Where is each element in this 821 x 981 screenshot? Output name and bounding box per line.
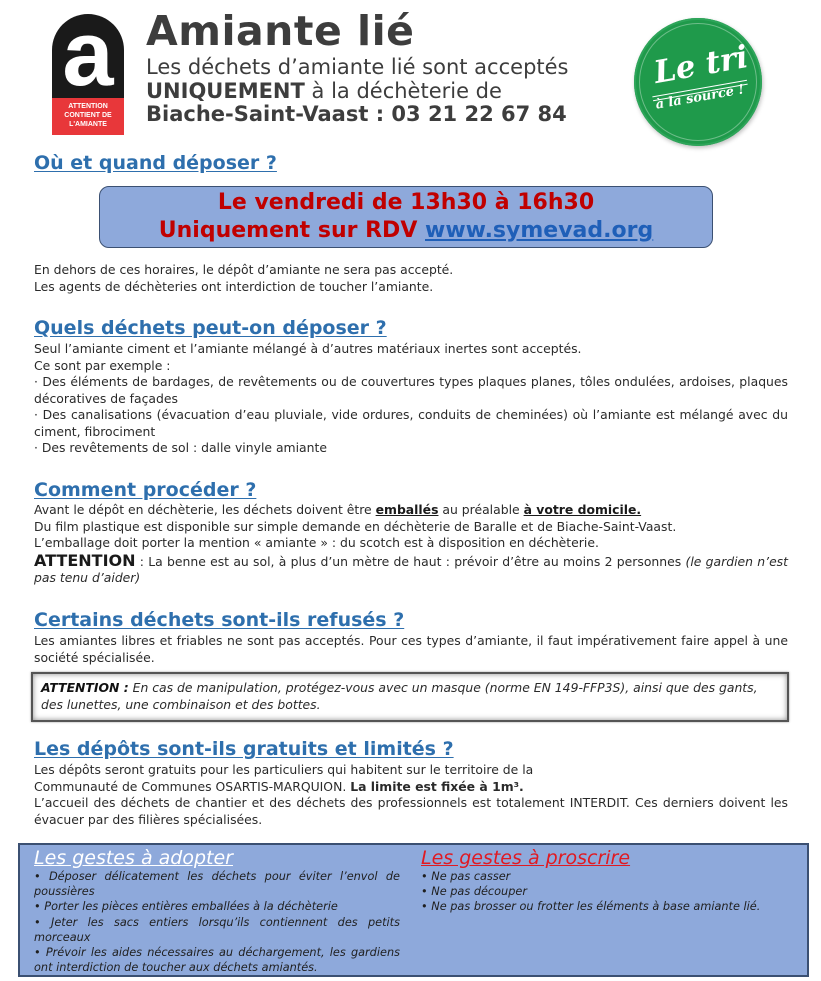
header-location-phone: Biache-Saint-Vaast : 03 21 22 67 84: [146, 102, 567, 126]
logo-band-line: L'AMIANTE: [69, 121, 107, 128]
warning-label: ATTENTION :: [41, 680, 129, 695]
logo-warning-band: [52, 98, 124, 135]
where-when-notes: [34, 262, 788, 295]
how-to-line1: [34, 502, 788, 519]
header-subtitle-line2: [146, 79, 502, 103]
gestes-adopt-item: • Jeter les sacs entiers lorsqu’ils contiennent des petits morceaux: [34, 915, 400, 944]
text-span: au préalable: [438, 502, 524, 517]
refused-text: Les amiantes libres et friables ne sont pas acceptés. Pour ces types d’amiante, il faut impérativement faire appel à une société spécialisée.: [34, 633, 788, 665]
page-title: Amiante lié: [146, 7, 415, 55]
schedule-days-hours: Le vendredi de 13h30 à 16h30: [217, 190, 595, 215]
warning-text: En cas de manipulation, protégez-vous avec un masque (norme EN 149-FFP3S), ainsi que des gants, des lunettes, une combinaison et des bottes.: [41, 680, 758, 712]
emphasis-emballes: emballés: [375, 502, 439, 517]
heading-how-to: Comment procéder ?: [34, 479, 257, 501]
schedule-rdv-text: Uniquement sur RDV: [158, 218, 425, 243]
how-to-line3: L’emballage doit porter la mention « amiante » : du scotch est à disposition en déchèterie.: [34, 535, 599, 550]
example-item: · Des canalisations (évacuation d’eau pluviale, vide ordures, conduits de cheminées) où l’amiante est mélangé avec du ciment, fibrociment: [34, 407, 788, 439]
logo-band-line: ATTENTION: [68, 103, 108, 110]
note-line: En dehors de ces horaires, le dépôt d’amiante ne sera pas accepté.: [34, 262, 454, 277]
attention-text: : La benne est au sol, à plus d’un mètre de haut : prévoir d’être au moins 2 personnes: [135, 553, 686, 569]
le-tri-badge: [634, 18, 762, 146]
header-line2-rest: à la déchèterie de: [304, 79, 502, 103]
text-span: Avant le dépôt en déchèterie, les déchets doivent être: [34, 502, 376, 517]
free-limits-p2: L’accueil des déchets de chantier et des déchets des professionnels est totalement INTERDIT. Ces derniers doivent les évacuer par des filières spécialisées.: [34, 795, 788, 827]
emphasis-domicile: à votre domicile.: [523, 502, 642, 517]
schedule-appointment: [100, 217, 712, 245]
gestes-adopt-item: • Porter les pièces entières emballées à la déchèterie: [34, 900, 338, 914]
attention-label: ATTENTION: [34, 550, 136, 570]
gestes-proscribe-item: • Ne pas découper: [421, 885, 527, 899]
heading-refused: Certains déchets sont-ils refusés ?: [34, 609, 405, 631]
logo-letter: a: [62, 14, 114, 98]
gestes-proscribe-column: [421, 847, 791, 915]
badge-subtitle: à la source !: [654, 82, 746, 113]
protection-warning-box: [31, 672, 789, 722]
asbestos-warning-logo: [52, 14, 124, 128]
gestes-adopt-item: • Déposer délicatement les déchets pour éviter l’envol de poussières: [34, 870, 400, 899]
schedule-box: [99, 186, 713, 248]
how-to-line2: Du film plastique est disponible sur simple demande en déchèterie de Baralle et de Biache-Saint-Vaast.: [34, 518, 677, 534]
limit-emphasis: La limite est fixée à 1m³.: [350, 778, 524, 794]
logo-arch: [52, 14, 124, 98]
header-subtitle-line1: Les déchets d’amiante lié sont acceptés: [146, 55, 569, 79]
text-span: Communauté de Communes OSARTIS-MARQUION.: [34, 778, 351, 794]
symevad-link[interactable]: www.symevad.org: [425, 218, 654, 243]
logo-band-line: CONTIENT DE: [64, 112, 112, 119]
gestes-adopt-item: • Prévoir les aides nécessaires au déchargement, les gardiens ont interdiction de toucher aux déchets amiantés.: [34, 946, 400, 975]
example-item: · Des revêtements de sol : dalle vinyle amiante: [34, 440, 327, 455]
how-to-attention: [34, 550, 788, 587]
which-waste-intro: Seul l’amiante ciment et l’amiante mélangé à d’autres matériaux inertes sont acceptés.: [34, 341, 582, 356]
gestes-proscribe-item: • Ne pas casser: [421, 870, 511, 883]
note-line: Les agents de déchèteries ont interdiction de toucher l’amiante.: [34, 278, 434, 294]
how-to-body: [34, 502, 788, 587]
examples-label: Ce sont par exemple :: [34, 357, 171, 373]
heading-where-when: Où et quand déposer ?: [34, 152, 277, 174]
free-limits-line1: Les dépôts seront gratuits pour les particuliers qui habitent sur le territoire de la: [34, 762, 534, 777]
gestes-proscribe-item: • Ne pas brosser ou frotter les éléments à base amiante lié.: [421, 900, 761, 914]
gestes-adopt-heading: Les gestes à adopter: [34, 847, 233, 869]
header-uniquement: UNIQUEMENT: [146, 79, 305, 103]
free-limits-line2: [34, 779, 788, 796]
gestes-adopt-column: [34, 847, 400, 975]
heading-free-limits: Les dépôts sont-ils gratuits et limités ?: [34, 738, 454, 760]
free-limits-body: [34, 762, 788, 828]
gestes-box: [18, 843, 809, 977]
heading-which-waste: Quels déchets peut-on déposer ?: [34, 317, 387, 339]
gestes-proscribe-heading: Les gestes à proscrire: [421, 847, 631, 869]
which-waste-body: [34, 341, 788, 457]
example-item: · Des éléments de bardages, de revêtements ou de couvertures types plaques planes, tôles ondulées, ardoises, plaques décoratives de façades: [34, 374, 788, 406]
badge-title: Le tri: [651, 39, 751, 91]
attention-italic: (le gardien n’est pas tenu d’aider): [34, 553, 788, 585]
